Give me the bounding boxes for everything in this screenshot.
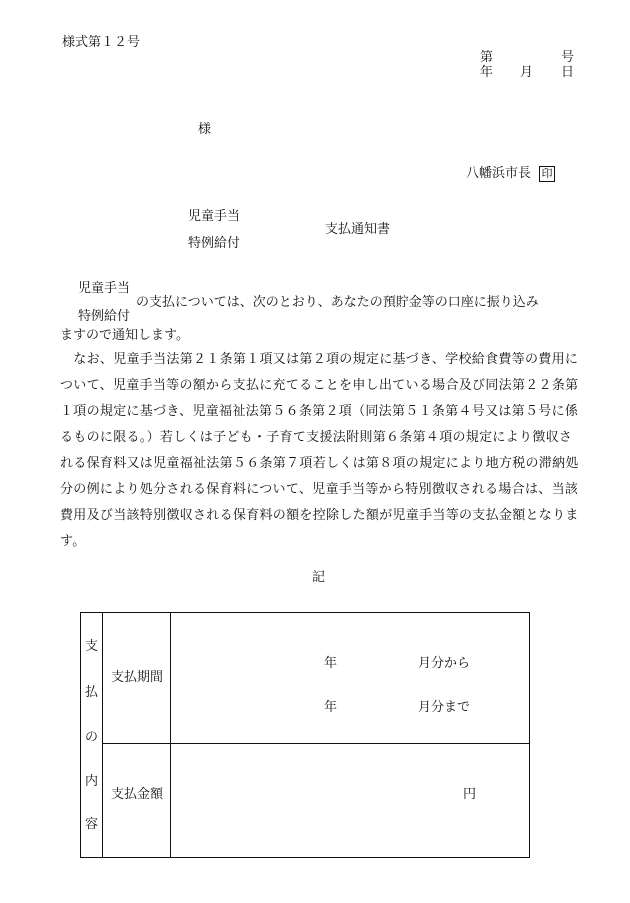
date-day: 日: [561, 65, 575, 80]
notice-paragraph: なお、児童手当法第２１条第１項又は第２項の規定に基づき、学校給食費等の費用について、児童手当等の額から支払に充てることを申し出ている場合及び同法第２２条第１項の規定に基づき、児童福祉法第５６条第２項（同法第５１条第４号又は第５号に係るものに限る。）若しくは子ども・子育て支援法附則第６条第４項の規定により徴収される保育料又は児童福祉法第５６条第７項若しくは第８項の規定により地方税の滞納処分の例により処分される保育料について、児童手当等から特別徴収される場合は、当該費用及び当該特別徴収される保育料の額を控除した額が児童手当等の支払金額となります。: [60, 352, 579, 549]
payment-details-table: [80, 612, 530, 858]
table-divider: [170, 613, 171, 857]
intro-line-a: 児童手当: [78, 281, 131, 296]
doc-number-label: 第: [480, 50, 494, 65]
issuer: [466, 166, 555, 182]
title-main: 支払通知書: [325, 222, 391, 237]
intro-text1: の支払については、次のとおり、あなたの預貯金等の口座に振り込み: [136, 295, 539, 310]
seal-mark: 印: [539, 166, 555, 182]
side-label-char: 容: [85, 817, 99, 832]
side-label-char: 払: [85, 685, 99, 700]
title-line-a: 児童手当: [188, 209, 241, 224]
side-label-char: の: [85, 730, 99, 745]
side-label-char: 支: [85, 639, 99, 654]
doc-number-suffix: 号: [561, 50, 575, 65]
side-label-char: 内: [85, 774, 99, 789]
to-month: 月分まで: [418, 700, 471, 715]
recipient-suffix: 様: [198, 122, 212, 137]
title-line-b: 特例給付: [188, 236, 241, 251]
table-divider: [102, 743, 529, 744]
amount-label: 支払金額: [111, 787, 164, 802]
date-year: 年: [480, 65, 494, 80]
period-label: 支払期間: [111, 670, 164, 685]
table-divider: [102, 613, 103, 857]
to-year: 年: [324, 700, 338, 715]
amount-unit: 円: [463, 787, 477, 802]
from-month: 月分から: [418, 656, 471, 671]
intro-text2: ますので通知します。: [60, 328, 189, 343]
ki-heading: 記: [312, 570, 326, 585]
date-month: 月: [520, 65, 534, 80]
issuer-name: 八幡浜市長: [466, 166, 532, 181]
intro-line-b: 特例給付: [78, 309, 131, 324]
from-year: 年: [324, 656, 338, 671]
form-number: 様式第１２号: [62, 35, 141, 50]
